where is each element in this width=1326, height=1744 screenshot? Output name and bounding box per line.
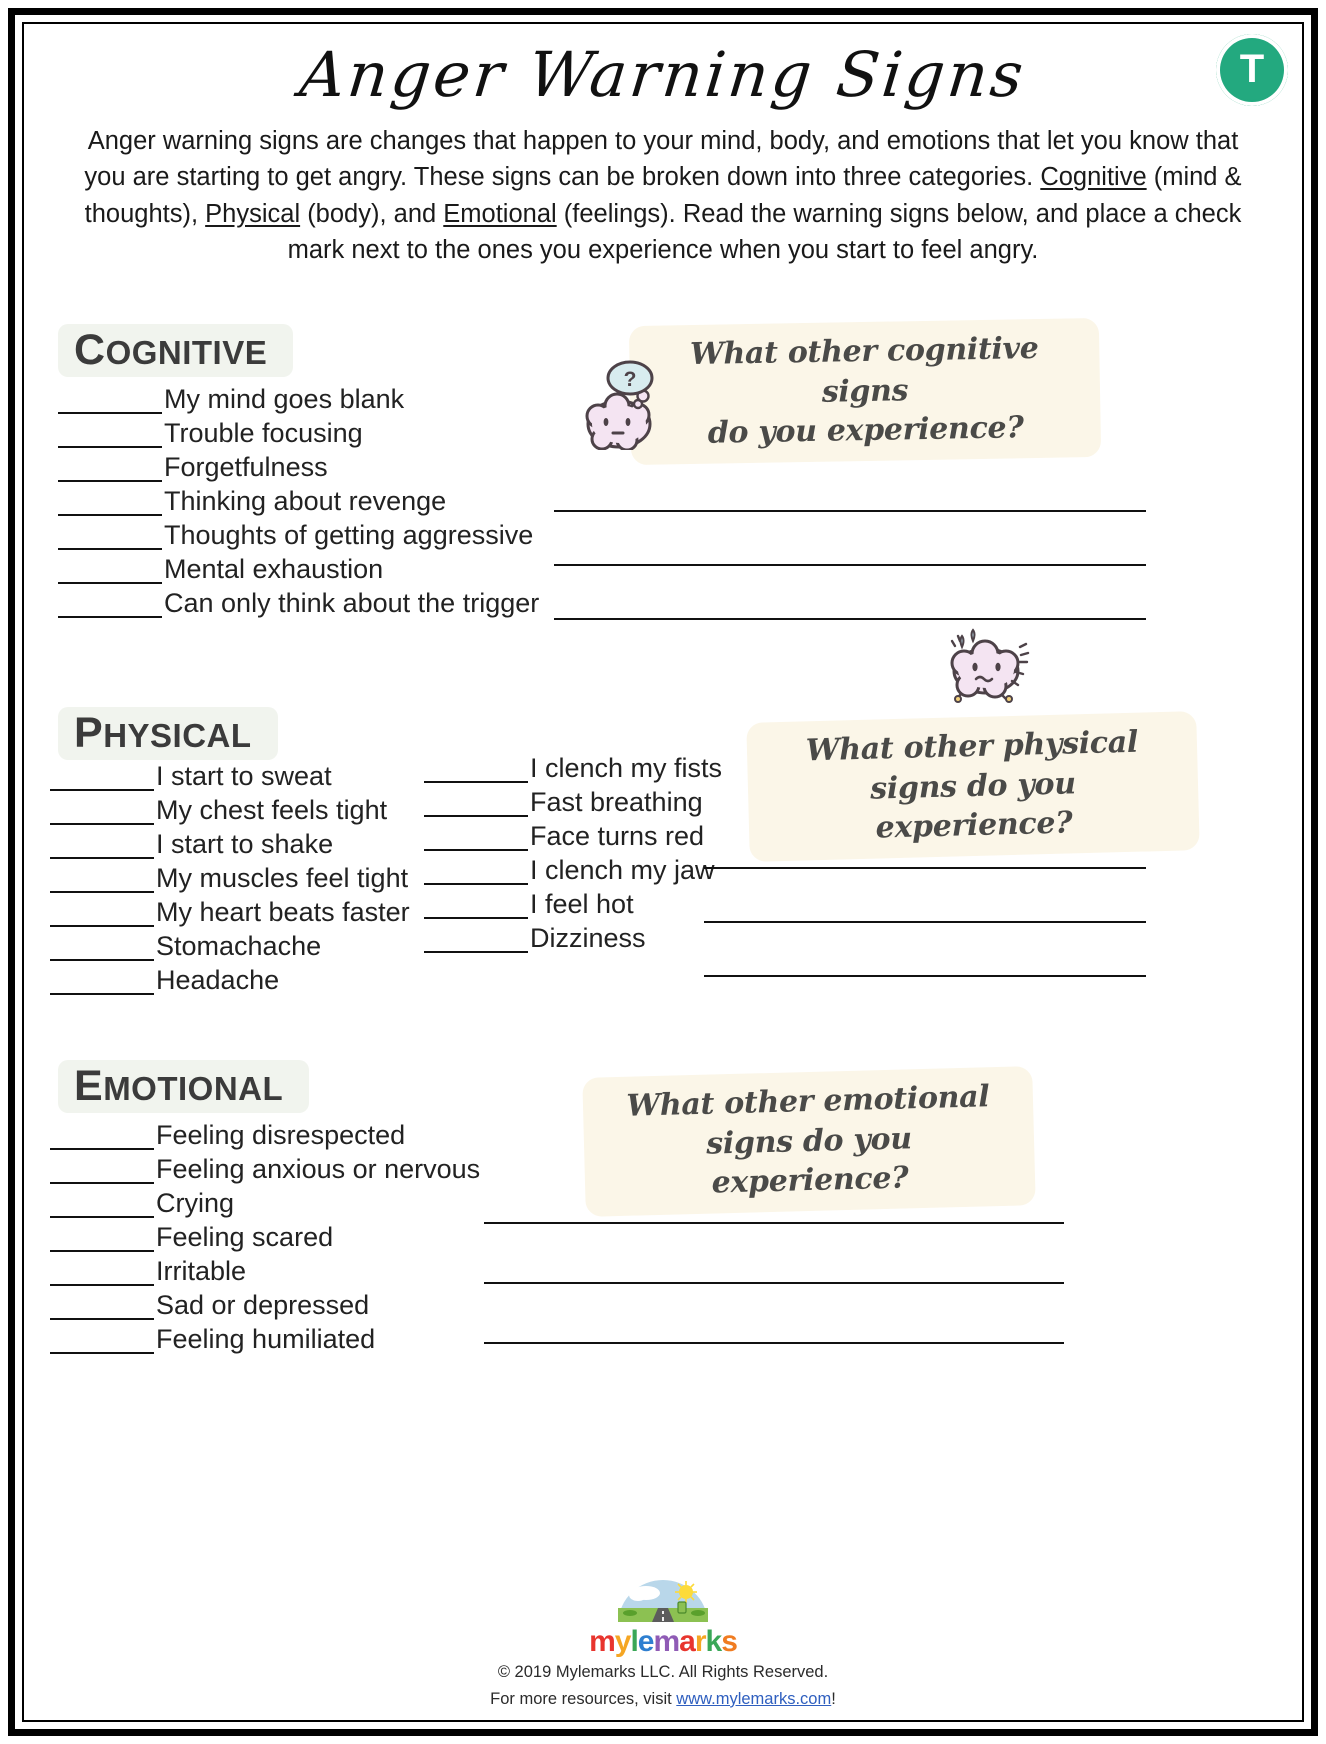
brand-letter: e bbox=[637, 1625, 654, 1659]
resources-text bbox=[24, 1688, 1302, 1710]
check-blank[interactable] bbox=[58, 386, 162, 414]
term-physical: Physical bbox=[205, 199, 301, 228]
checklist-item[interactable]: Can only think about the trigger bbox=[58, 590, 578, 618]
checklist-item[interactable]: Dizziness bbox=[424, 925, 754, 953]
cognitive-answer-line[interactable] bbox=[554, 618, 1146, 620]
intro-paragraph bbox=[68, 123, 1258, 268]
checklist-item[interactable]: Thinking about revenge bbox=[58, 488, 578, 516]
check-blank[interactable] bbox=[424, 755, 528, 783]
intro-line-4: next to the ones you experience when you start to feel angry. bbox=[351, 235, 1039, 264]
cognitive-answer-line[interactable] bbox=[554, 510, 1146, 512]
heading-rest: HYSICAL bbox=[103, 716, 252, 754]
heading-initial: E bbox=[74, 1061, 104, 1110]
intro-line-3e: (feelings). Read the warning signs below, and place a check mark bbox=[287, 199, 1242, 264]
checklist-item[interactable]: Crying bbox=[50, 1190, 500, 1218]
physical-checklist-column-1 bbox=[50, 760, 450, 1001]
brand-letter: m bbox=[653, 1625, 680, 1659]
intro-line-2a: are starting to get angry. These signs can be broken down into three categories. bbox=[132, 163, 1041, 192]
check-blank[interactable] bbox=[58, 488, 162, 516]
check-blank[interactable] bbox=[58, 590, 162, 618]
physical-answer-line[interactable] bbox=[704, 975, 1146, 977]
check-blank[interactable] bbox=[424, 891, 528, 919]
checklist-item[interactable]: Feeling scared bbox=[50, 1224, 500, 1252]
checklist-item[interactable]: Feeling humiliated bbox=[50, 1326, 500, 1354]
brand-letter: a bbox=[679, 1625, 695, 1659]
checklist-item[interactable]: I start to sweat bbox=[50, 763, 450, 791]
checklist-item[interactable]: My chest feels tight bbox=[50, 797, 450, 825]
check-blank[interactable] bbox=[50, 1258, 154, 1286]
logo-letter: T bbox=[1239, 47, 1265, 91]
brand-letter: m bbox=[589, 1625, 615, 1659]
emotional-answer-line[interactable] bbox=[484, 1342, 1064, 1344]
heading-rest: OGNITIVE bbox=[105, 333, 268, 371]
brain-sweating-icon bbox=[932, 615, 1040, 711]
svg-text:?: ? bbox=[623, 367, 637, 391]
checklist-item[interactable]: I clench my jaw bbox=[424, 857, 754, 885]
check-blank[interactable] bbox=[50, 967, 154, 995]
heading-initial: C bbox=[74, 325, 106, 374]
physical-checklist-column-2 bbox=[424, 752, 754, 959]
cognitive-question bbox=[629, 318, 1101, 465]
question-line-1: What other cognitive signs bbox=[689, 330, 1039, 410]
checklist-item[interactable]: Trouble focusing bbox=[58, 420, 578, 448]
checklist-item[interactable]: Thoughts of getting aggressive bbox=[58, 522, 578, 550]
question-line-1: What other emotional bbox=[626, 1079, 990, 1124]
mylemarks-website-link[interactable]: www.mylemarks.com bbox=[676, 1689, 832, 1708]
section-emotional bbox=[24, 1060, 1302, 1354]
copyright-text: © 2019 Mylemarks LLC. All Rights Reserved. bbox=[497, 1663, 829, 1682]
check-blank[interactable] bbox=[50, 1122, 154, 1150]
intro-line-1: Anger warning signs are changes that happen to your mind, body, and emotions that let you know that you bbox=[84, 127, 1239, 192]
physical-answer-line[interactable] bbox=[704, 921, 1146, 923]
term-emotional: Emotional bbox=[443, 199, 557, 228]
check-blank[interactable] bbox=[58, 522, 162, 550]
checklist-item[interactable]: Irritable bbox=[50, 1258, 500, 1286]
question-line-2: do you experience? bbox=[707, 410, 1024, 451]
check-blank[interactable] bbox=[50, 1326, 154, 1354]
check-blank[interactable] bbox=[58, 454, 162, 482]
worksheet-content bbox=[24, 24, 1302, 1720]
section-physical bbox=[24, 707, 1302, 995]
brand-letter: s bbox=[721, 1625, 737, 1659]
heading-rest: MOTIONAL bbox=[103, 1069, 284, 1107]
cognitive-answer-line[interactable] bbox=[554, 564, 1146, 566]
checklist-item[interactable]: Feeling disrespected bbox=[50, 1122, 500, 1150]
checklist-item[interactable]: I start to shake bbox=[50, 831, 450, 859]
check-blank[interactable] bbox=[50, 1190, 154, 1218]
check-blank[interactable] bbox=[50, 797, 154, 825]
check-blank[interactable] bbox=[50, 831, 154, 859]
question-line-1: What other physical bbox=[805, 724, 1139, 769]
checklist-item[interactable]: My mind goes blank bbox=[58, 386, 578, 414]
check-blank[interactable] bbox=[424, 857, 528, 885]
emotional-question bbox=[582, 1066, 1035, 1217]
section-heading-cognitive bbox=[58, 324, 293, 377]
emotional-answer-line[interactable] bbox=[484, 1282, 1064, 1284]
check-blank[interactable] bbox=[58, 420, 162, 448]
intro-line-2c: (mind & bbox=[1146, 163, 1242, 192]
section-heading-physical bbox=[58, 707, 278, 760]
footer bbox=[24, 1578, 1302, 1710]
check-blank[interactable] bbox=[424, 789, 528, 817]
brand-letter: y bbox=[614, 1625, 631, 1659]
check-blank[interactable] bbox=[424, 823, 528, 851]
emotional-answer-line[interactable] bbox=[484, 1222, 1064, 1224]
checklist-item[interactable]: Face turns red bbox=[424, 823, 754, 851]
check-blank[interactable] bbox=[58, 556, 162, 584]
check-blank[interactable] bbox=[50, 899, 154, 927]
mylemarks-logo bbox=[589, 1578, 737, 1657]
checklist-item[interactable]: I clench my fists bbox=[424, 755, 754, 783]
cognitive-checklist-column-1 bbox=[58, 383, 578, 624]
checklist-item[interactable]: Sad or depressed bbox=[50, 1292, 500, 1320]
question-line-2: signs do you experience? bbox=[705, 1120, 913, 1201]
checklist-item[interactable]: Feeling anxious or nervous bbox=[50, 1156, 500, 1184]
heading-initial: P bbox=[74, 708, 104, 757]
checklist-item[interactable]: Headache bbox=[50, 967, 450, 995]
intro-line-3a: thoughts), bbox=[84, 199, 206, 228]
resources-suffix: ! bbox=[831, 1689, 836, 1708]
checklist-item[interactable]: I feel hot bbox=[424, 891, 754, 919]
check-blank[interactable] bbox=[50, 1292, 154, 1320]
brand-letter: l bbox=[630, 1625, 638, 1659]
intro-line-3c: (body), and bbox=[300, 199, 444, 228]
brand-letter: k bbox=[705, 1625, 722, 1659]
term-cognitive: Cognitive bbox=[1040, 163, 1147, 192]
brand-letter: r bbox=[694, 1625, 706, 1659]
section-heading-emotional bbox=[58, 1060, 309, 1113]
mylemarks-scene-icon bbox=[616, 1578, 710, 1622]
physical-question bbox=[746, 711, 1199, 862]
brain-thinking-icon bbox=[572, 360, 672, 450]
check-blank[interactable] bbox=[50, 1224, 154, 1252]
checklist-item[interactable]: My muscles feel tight bbox=[50, 865, 450, 893]
question-line-2: signs do you experience? bbox=[869, 765, 1077, 846]
check-blank[interactable] bbox=[50, 763, 154, 791]
checklist-item[interactable]: Mental exhaustion bbox=[58, 556, 578, 584]
page-title: Anger Warning Signs bbox=[296, 38, 1030, 111]
emotional-checklist-column-1 bbox=[50, 1119, 500, 1360]
resources-prefix: For more resources, visit bbox=[490, 1689, 677, 1708]
checklist-item[interactable]: Forgetfulness bbox=[58, 454, 578, 482]
section-cognitive bbox=[24, 324, 1302, 618]
checklist-item[interactable]: Fast breathing bbox=[424, 789, 754, 817]
check-blank[interactable] bbox=[50, 933, 154, 961]
check-blank[interactable] bbox=[50, 865, 154, 893]
mylemarks-wordmark bbox=[589, 1627, 737, 1657]
checklist-item[interactable]: My heart beats faster bbox=[50, 899, 450, 927]
check-blank[interactable] bbox=[424, 925, 528, 953]
checklist-item[interactable]: Stomachache bbox=[50, 933, 450, 961]
physical-answer-line[interactable] bbox=[704, 867, 1146, 869]
check-blank[interactable] bbox=[50, 1156, 154, 1184]
